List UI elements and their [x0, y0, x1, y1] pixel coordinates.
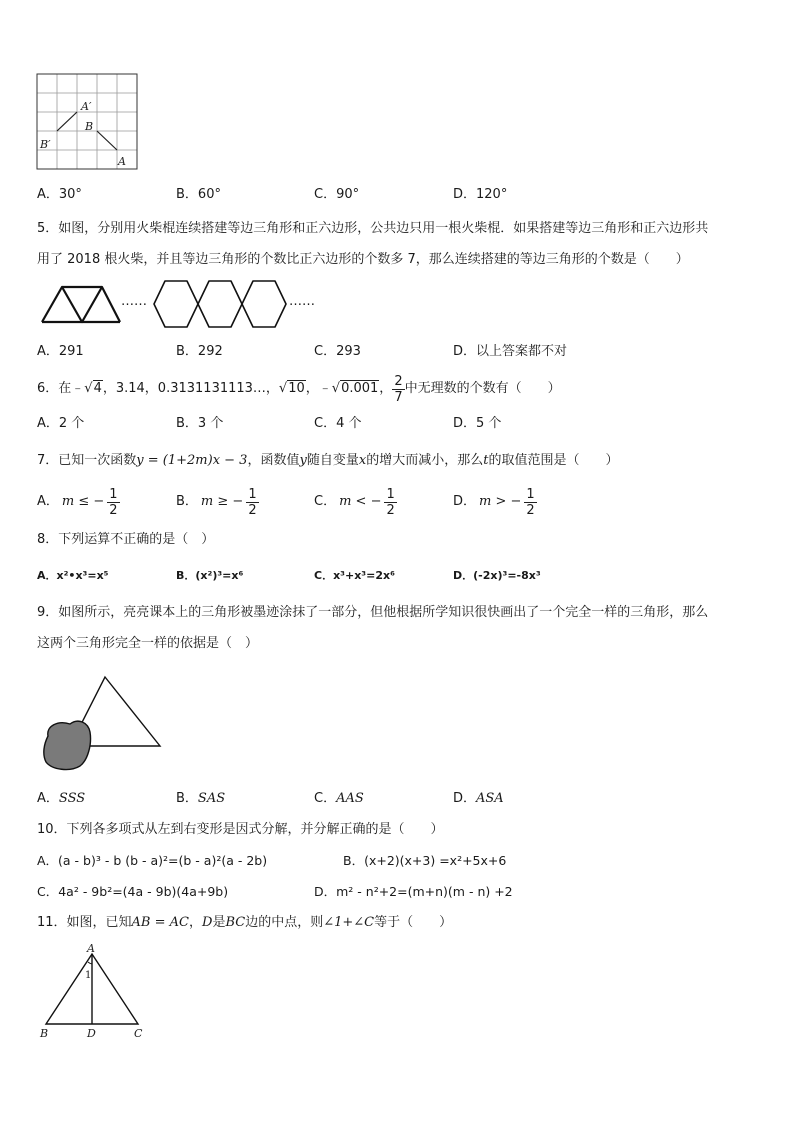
q11-label-a: A — [87, 942, 95, 955]
q5-hexagons-figure — [152, 278, 292, 330]
q7-prefix: 7．已知一次函数 — [37, 453, 137, 468]
q5-stem-line2: 用了 2018 根火柴，并且等边三角形的个数比正六边形的个数多 7，那么连续搭建的等边三角形的个数是（ ） — [37, 252, 689, 267]
q4-option-a: A．30° — [37, 187, 82, 202]
q5-hexagons-dots: …… — [289, 294, 315, 309]
q5-option-a: A．291 — [37, 344, 84, 359]
q7-mid: ，函数值 — [247, 453, 300, 468]
q11-triangle-figure — [36, 942, 154, 1042]
q4-option-c: C．90° — [314, 187, 360, 202]
q7-option-b: B． m ≥ − $\frac{1}{2}$ — [176, 486, 257, 518]
q9-option-a: A．SSS — [37, 791, 86, 806]
q7-option-d: D． m > − $\frac{1}{2}$ — [453, 486, 535, 518]
q11-prefix: 11．如图，已知 — [37, 915, 132, 930]
q11-label-c: C — [134, 1027, 143, 1040]
q11-condition: AB = AC — [131, 915, 189, 930]
q6-option-c: C．4 个 — [314, 416, 362, 431]
q6-prefix: 6．在﹣ — [37, 381, 85, 396]
q7-suffix: 的增大而减小，那么 — [366, 453, 484, 468]
q6-sqrt0001: √0.001 — [331, 381, 379, 396]
q11-label-d: D — [87, 1027, 96, 1040]
q11-point-d: D — [202, 915, 213, 930]
q6-comma: ， — [379, 381, 393, 396]
q8-option-b: B．(x²)³=x⁶ — [176, 569, 244, 582]
q5-triangles-dots: …… — [121, 294, 147, 309]
q6-option-a: A．2 个 — [37, 416, 85, 431]
q9-option-c: C．AAS — [314, 791, 364, 806]
q7-suffix2: 的取值范围是（ ） — [488, 453, 619, 468]
q10-option-b: B．(x+2)(x+3) =x²+5x+6 — [343, 853, 507, 868]
q10-option-c: C．4a² - 9b²=(4a - 9b)(4a+9b) — [37, 884, 229, 899]
q9-option-d: D．ASA — [453, 791, 504, 806]
q11-suffix: 边的中点，则 — [245, 915, 324, 930]
q4-label-b: B — [85, 120, 94, 133]
q9-stem-line1: 9．如图所示，亮亮课本上的三角形被墨迹涂抹了一部分，但他根据所学知识很快画出了一个完全一样的三角形，那么 — [37, 605, 709, 620]
q8-stem: 8．下列运算不正确的是（ ） — [37, 532, 215, 547]
q11-segment-bc: BC — [225, 915, 246, 930]
q6-suffix: 中无理数的个数有（ ） — [404, 381, 561, 396]
q7-var-x: x — [358, 453, 367, 468]
q9-ink-triangle-figure — [40, 674, 162, 774]
q11-stem — [37, 915, 452, 931]
q11-angles: ∠1+∠C — [323, 915, 375, 930]
q8-option-c: C．x³+x³=2x⁶ — [314, 569, 395, 582]
q4-grid-figure — [37, 74, 139, 172]
q11-mid2: 是 — [212, 915, 226, 930]
q4-label-a: A — [118, 155, 126, 168]
q7-var-y: y — [299, 453, 307, 468]
q7-option-a: A． m ≤ − $\frac{1}{2}$ — [37, 486, 118, 518]
q7-option-c: C． m < − $\frac{1}{2}$ — [314, 486, 395, 518]
q5-stem-line1: 5．如图，分别用火柴棍连续搭建等边三角形和正六边形，公共边只用一根火柴棍．如果搭建等边三角形和正六边形共 — [37, 221, 709, 236]
q6-option-d: D．5 个 — [453, 416, 502, 431]
q10-stem: 10．下列各多项式从左到右变形是因式分解，并分解正确的是（ ） — [37, 822, 444, 837]
q7-mid2: 随自变量 — [306, 453, 359, 468]
q6-fraction: $\frac{2}{7}$ — [394, 373, 403, 405]
q7-function: y = (1+2m)x − 3 — [136, 453, 248, 468]
q5-option-d: D．以上答案都不对 — [453, 344, 568, 359]
q7-var-t: t — [483, 453, 489, 468]
q8-option-d: D．(-2x)³=-8x³ — [453, 569, 541, 582]
q11-label-1: 1 — [85, 970, 92, 981]
q8-option-a: A．x²•x³=x⁵ — [37, 569, 109, 582]
q4-label-b-prime: B′ — [40, 138, 51, 151]
q6-comma-minus: ，﹣ — [305, 381, 332, 396]
q5-option-b: B．292 — [176, 344, 223, 359]
q5-option-c: C．293 — [314, 344, 361, 359]
q10-option-d: D．m² - n²+2=(m+n)(m - n) +2 — [314, 884, 513, 899]
q11-suffix2: 等于（ ） — [374, 915, 453, 930]
q6-mid: ，3.14，0.3131131113…， — [102, 381, 279, 396]
q6-sqrt10: √10 — [278, 381, 305, 396]
q6-sqrt4: √4 — [84, 381, 102, 396]
q5-triangles-figure — [40, 284, 122, 324]
q6-option-b: B．3 个 — [176, 416, 224, 431]
q6-stem — [37, 374, 561, 404]
q11-mid: ， — [188, 915, 202, 930]
q7-stem — [37, 453, 618, 469]
q11-label-b: B — [40, 1027, 49, 1040]
q9-stem-line2: 这两个三角形完全一样的依据是（ ） — [37, 636, 259, 651]
q4-option-b: B．60° — [176, 187, 221, 202]
q9-option-b: B．SAS — [176, 791, 226, 806]
q4-option-d: D．120° — [453, 187, 508, 202]
q4-label-a-prime: A′ — [81, 100, 92, 113]
q10-option-a: A．(a - b)³ - b (b - a)²=(b - a)²(a - 2b) — [37, 853, 268, 868]
